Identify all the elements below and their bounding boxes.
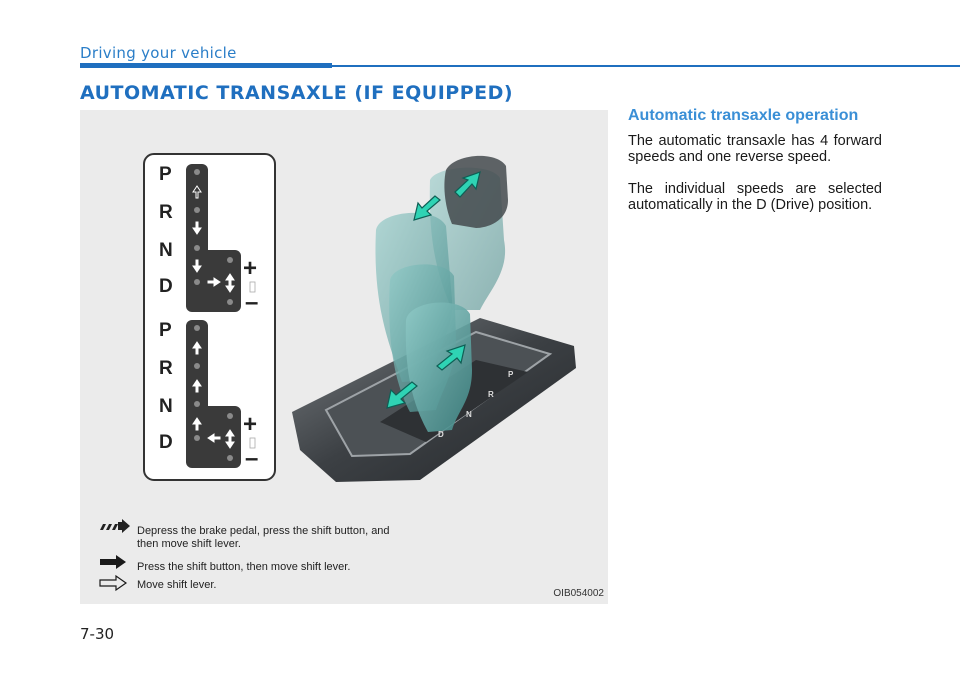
minus-label-lower: –	[245, 445, 259, 472]
gate-label-d-upper: D	[159, 276, 173, 297]
page-number: 7-30	[80, 625, 115, 643]
legend-icon-button	[100, 555, 126, 569]
plus-label-upper: +	[243, 255, 258, 282]
gate-label-r-upper: R	[159, 202, 173, 223]
legend-move-text: Move shift lever.	[137, 579, 217, 591]
gate-label-d-lower: D	[159, 432, 173, 453]
figure-code: OIB054002	[553, 588, 604, 599]
gate-label-n-lower: N	[159, 396, 173, 417]
legend-icon-move	[100, 576, 126, 590]
console-letter-r: R	[488, 390, 494, 399]
legend-button-text: Press the shift button, then move shift lever.	[137, 561, 351, 573]
legend-icon-brake	[100, 519, 130, 533]
plus-label-lower: +	[243, 411, 258, 438]
minus-label-upper: –	[245, 289, 259, 316]
console-letter-p: P	[508, 370, 514, 379]
paragraph-speeds: The automatic transaxle has 4 forward speeds and one reverse speed.	[628, 133, 882, 165]
header-rule-thin	[332, 65, 960, 67]
header-rule-thick	[80, 63, 332, 68]
lever-top-dark	[444, 156, 508, 228]
console-letter-n: N	[466, 410, 472, 419]
page-title: AUTOMATIC TRANSAXLE (IF EQUIPPED)	[80, 82, 514, 104]
section-heading: Automatic transaxle operation	[628, 107, 859, 124]
gate-label-p-upper: P	[159, 164, 172, 185]
gate-label-p-lower: P	[159, 320, 172, 341]
legend-brake-text: Depress the brake pedal, press the shift button, and then move shift lever.	[137, 525, 390, 550]
section-label: Driving your vehicle	[80, 44, 237, 62]
console-letter-d: D	[438, 430, 444, 439]
paragraph-selection: The individual speeds are selected automatically in the D (Drive) position.	[628, 181, 882, 213]
gate-label-r-lower: R	[159, 358, 173, 379]
gate-label-n-upper: N	[159, 240, 173, 261]
figure-panel	[80, 110, 608, 604]
